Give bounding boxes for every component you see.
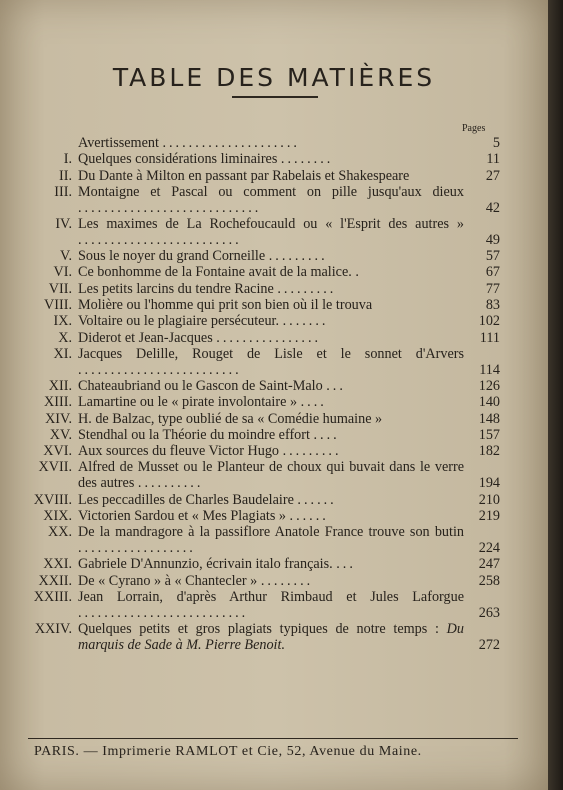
toc-entry xyxy=(30,282,500,298)
chapter-number: XXI. xyxy=(43,556,72,573)
chapter-number: XXIII. xyxy=(33,588,72,605)
chapter-title: Les maximes de La Rochefoucauld ou « l'Esprit des autres » ......................... xyxy=(78,216,464,248)
toc-entry xyxy=(30,590,500,622)
chapter-number: IX. xyxy=(53,313,72,330)
chapter-page: 219 xyxy=(478,507,500,524)
chapter-number: XIII. xyxy=(44,394,72,411)
chapter-number: XI. xyxy=(53,345,72,362)
chapter-number: XVIII. xyxy=(33,491,72,508)
chapter-page: 194 xyxy=(478,475,500,492)
toc-entry xyxy=(30,428,500,444)
toc-entry xyxy=(30,557,500,573)
chapter-title: De la mandragore à la passiflore Anatole France trouve son butin .................. xyxy=(78,525,464,556)
toc-entry xyxy=(30,574,500,590)
toc-entry xyxy=(30,379,500,395)
chapter-title: Jacques Delille, Rouget de Lisle et le sonnet d'Arvers ......................... xyxy=(78,346,464,378)
chapter-title: Stendhal ou la Théorie du moindre effort .... xyxy=(78,427,340,443)
toc-entry xyxy=(30,493,500,509)
chapter-page: 27 xyxy=(485,167,500,184)
toc-entry xyxy=(30,169,500,185)
toc-entry xyxy=(30,525,500,557)
chapter-page: 111 xyxy=(479,329,500,346)
chapter-number: X. xyxy=(58,329,72,346)
chapter-page: 67 xyxy=(485,264,500,281)
chapter-subtitle: Du marquis de Sade à M. Pierre Benoit. xyxy=(78,621,464,653)
chapter-title: Les peccadilles de Charles Baudelaire ...... xyxy=(78,492,337,508)
chapter-title: Diderot et Jean-Jacques ................ xyxy=(78,330,322,346)
toc-entry xyxy=(30,622,500,654)
toc-entry xyxy=(30,444,500,460)
chapter-page: 102 xyxy=(478,313,500,330)
chapter-page: 182 xyxy=(478,443,500,460)
toc-entry xyxy=(30,347,500,379)
toc-entry xyxy=(30,298,500,314)
chapter-title: Les petits larcins du tendre Racine ......... xyxy=(78,281,337,297)
chapter-number: I. xyxy=(63,151,72,168)
chapter-title: Jean Lorrain, d'après Arthur Rimbaud et Jules Laforgue .......................... xyxy=(78,589,464,621)
toc-entry xyxy=(30,249,500,265)
chapter-page: 42 xyxy=(485,199,500,216)
chapter-number: XII. xyxy=(48,377,72,394)
chapter-title: Aux sources du fleuve Victor Hugo ......... xyxy=(78,444,342,460)
chapter-number: XXII. xyxy=(38,572,72,589)
chapter-title: Montaigne et Pascal ou comment on pille jusqu'aux dieux ............................ xyxy=(78,184,464,216)
toc-entry xyxy=(30,152,500,168)
toc-entry xyxy=(30,314,500,330)
pages-column-label: Pages xyxy=(462,123,486,134)
chapter-number: IV. xyxy=(55,215,72,232)
chapter-number: XV. xyxy=(49,426,72,443)
chapter-title: Chateaubriand ou le Gascon de Saint-Malo ... xyxy=(78,378,346,394)
chapter-title: De « Cyrano » à « Chantecler » ........ xyxy=(78,573,314,589)
chapter-number: XX. xyxy=(47,524,72,541)
toc-entry xyxy=(30,185,500,217)
chapter-number: VI. xyxy=(53,264,72,281)
chapter-page: 5 xyxy=(492,135,500,151)
chapter-page: 57 xyxy=(485,248,500,265)
chapter-number: XVI. xyxy=(43,443,72,460)
chapter-title: Molière ou l'homme qui prit son bien où il le trouva xyxy=(78,297,373,313)
chapter-title: Alfred de Musset ou le Planteur de choux qui buvait dans le verre des autres .......... xyxy=(78,460,464,492)
page-edge-shadow xyxy=(548,0,563,790)
chapter-title: H. de Balzac, type oublié de sa « Comédie humaine » xyxy=(78,411,383,427)
chapter-title: Avertissement ..................... xyxy=(78,136,300,151)
chapter-page: 126 xyxy=(478,377,500,394)
chapter-page: 140 xyxy=(478,394,500,411)
toc-entry xyxy=(30,265,500,281)
chapter-page: 210 xyxy=(478,491,500,508)
chapter-number: III. xyxy=(54,183,72,200)
page-title: TABLE DES MATIÈRES xyxy=(112,62,436,92)
toc-entry xyxy=(30,136,500,152)
footer-rule xyxy=(28,738,518,739)
toc-entry xyxy=(30,460,500,492)
chapter-title: Du Dante à Milton en passant par Rabelais et Shakespeare xyxy=(78,168,410,184)
chapter-title: Victorien Sardou et « Mes Plagiats » ...... xyxy=(78,508,329,524)
chapter-page: 77 xyxy=(485,280,500,297)
chapter-title: Quelques considérations liminaires ........ xyxy=(78,152,334,168)
chapter-page: 157 xyxy=(478,426,500,443)
chapter-title: Lamartine ou le « pirate involontaire » .... xyxy=(78,395,327,411)
chapter-page: 224 xyxy=(478,539,500,556)
chapter-page: 263 xyxy=(478,604,500,621)
chapter-title: Gabriele D'Annunzio, écrivain italo français. ... xyxy=(78,557,356,573)
chapter-page: 247 xyxy=(478,556,500,573)
chapter-number: XVII. xyxy=(38,459,72,476)
toc-entry xyxy=(30,217,500,249)
chapter-title: Ce bonhomme de la Fontaine avait de la malice. . xyxy=(78,265,362,281)
chapter-page: 83 xyxy=(485,296,500,313)
chapter-number: VII. xyxy=(48,280,72,297)
chapter-page: 49 xyxy=(485,231,500,248)
chapter-title: Sous le noyer du grand Corneille ......... xyxy=(78,249,328,265)
chapter-page: 272 xyxy=(478,636,500,653)
toc-entry xyxy=(30,509,500,525)
chapter-page: 258 xyxy=(478,572,500,589)
toc-entry xyxy=(30,412,500,428)
chapter-number: XIV. xyxy=(45,410,72,427)
chapter-number: XXIV. xyxy=(34,620,72,637)
printer-imprint: PARIS. — Imprimerie RAMLOT et Cie, 52, Avenue du Maine. xyxy=(34,744,422,759)
chapter-page: 11 xyxy=(486,151,500,168)
chapter-page: 148 xyxy=(478,410,500,427)
chapter-number: II. xyxy=(59,167,72,184)
table-of-contents xyxy=(30,136,500,654)
chapter-page: 114 xyxy=(479,361,500,378)
toc-entry xyxy=(30,395,500,411)
toc-entry xyxy=(30,331,500,347)
chapter-number: XIX. xyxy=(43,507,72,524)
chapter-number: VIII. xyxy=(44,296,72,313)
chapter-title: Quelques petits et gros plagiats typiques de notre temps : Du marquis de Sade à M. Pierre Benoit. xyxy=(78,621,464,653)
chapter-title: Voltaire ou le plagiaire persécuteur. ....... xyxy=(78,314,329,330)
chapter-number: V. xyxy=(60,248,72,265)
title-rule xyxy=(232,96,318,98)
